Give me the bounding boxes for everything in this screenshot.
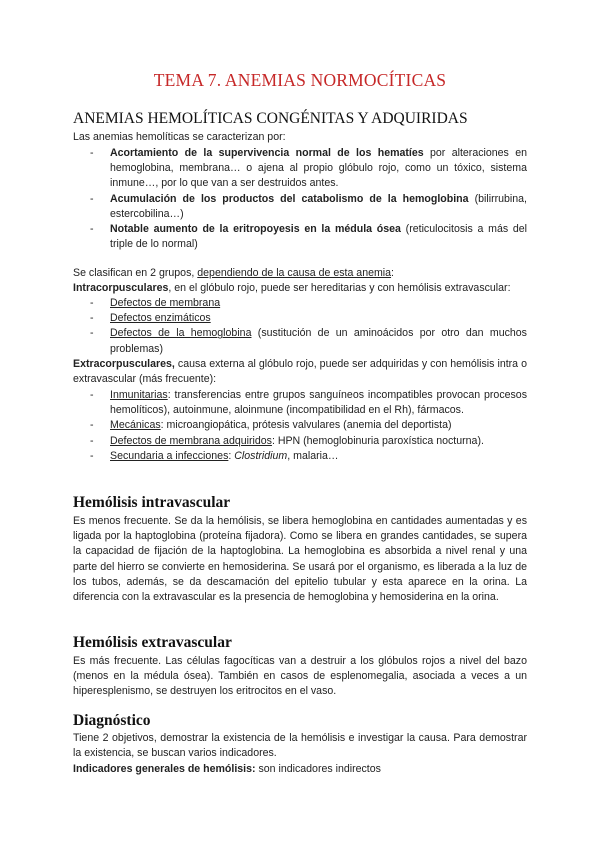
list-item: - Mecánicas: microangiopática, prótesis valvulares (anemia del deportista) <box>90 419 452 432</box>
intravascular-text: Es menos frecuente. Se da la hemólisis, se libera hemoglobina en cantidades aumentadas y es ligada por la haptoglobina (proteína fijadora). Como se libera en grandes cantidades, se supera la capacidad de fijación de la haptoglobina. La hemoglobina es absorbida a nivel renal y una parte del hierro se convierte en hemosiderina. Se usará por el organismo, es liberada a la luz de los tubos, además, se da descamación del epitelio tubular y esta aparece en la orina. La diferencia con la extravascular es la presencia de hemoglobina y hemosiderina en la orina. <box>73 515 527 604</box>
characteristics-list <box>90 146 527 252</box>
section-heading-diagnostico: Diagnóstico <box>73 712 151 729</box>
section-heading-hemolisis-extravascular: Hemólisis extravascular <box>73 634 232 651</box>
intracorpusculares-list <box>90 296 527 357</box>
intro-text: Las anemias hemolíticas se caracterizan por: <box>73 131 286 143</box>
list-item: - Secundaria a infecciones: Clostridium, malaria… <box>90 449 339 462</box>
indicadores-text: Indicadores generales de hemólisis: son indicadores indirectos <box>73 763 381 775</box>
list-item: - Defectos de la hemoglobina (sustitución de un aminoácidos por otro dan muchos problemas) <box>90 327 527 355</box>
extracorpusculares-list <box>90 388 527 464</box>
extracorpusculares-text: Extracorpusculares, causa externa al glóbulo rojo, puede ser adquiridas y con hemólisis intra o extravascular (más frecuente): <box>73 358 527 386</box>
diagnostico-text: Tiene 2 objetivos, demostrar la existencia de la hemólisis e investigar la causa. Para demostrar la existencia, se buscan varios indicadores. <box>73 732 527 760</box>
list-item: - Acumulación de los productos del catabolismo de la hemoglobina (bilirrubina, estercobilina…) <box>90 192 527 220</box>
list-item: - Acortamiento de la supervivencia normal de los hematíes por alteraciones en hemoglobina, membrana… o ajena al propio glóbulo rojo, como un tóxico, sistema inmune…, por lo que van a ser destruidos antes. <box>90 147 527 190</box>
section-heading-anemias-hemoliticas: ANEMIAS HEMOLÍTICAS CONGÉNITAS Y ADQUIRIDAS <box>73 110 468 127</box>
list-item: - Defectos de membrana adquiridos: HPN (hemoglobinuria paroxística nocturna). <box>90 434 484 447</box>
intracorpusculares-text: Intracorpusculares, en el glóbulo rojo, puede ser hereditarias y con hemólisis extravascular: <box>73 282 511 294</box>
classification-text: Se clasifican en 2 grupos, dependiendo de la causa de esta anemia: <box>73 267 394 279</box>
list-item: - Defectos enzimáticos <box>90 312 211 325</box>
extravascular-text: Es más frecuente. Las células fagocíticas van a destruir a los glóbulos rojos a nivel del bazo (menos en la médula ósea). También en casos de esplenomegalia, asociada a veces a un hiperesplenismo, se destruyen los eritrocitos en el vaso. <box>73 655 527 698</box>
section-heading-hemolisis-intravascular: Hemólisis intravascular <box>73 494 231 511</box>
list-item: - Notable aumento de la eritropoyesis en la médula ósea (reticulocitosis a más del triple de lo normal) <box>90 223 527 251</box>
list-item: - Inmunitarias: transferencias entre grupos sanguíneos incompatibles provocan procesos hemolíticos), autoinmune, aloinmune (incompatibilidad en el Rh), fármacos. <box>90 389 527 417</box>
list-item: - Defectos de membrana <box>90 297 221 309</box>
page-title: TEMA 7. ANEMIAS NORMOCÍTICAS <box>153 70 447 90</box>
